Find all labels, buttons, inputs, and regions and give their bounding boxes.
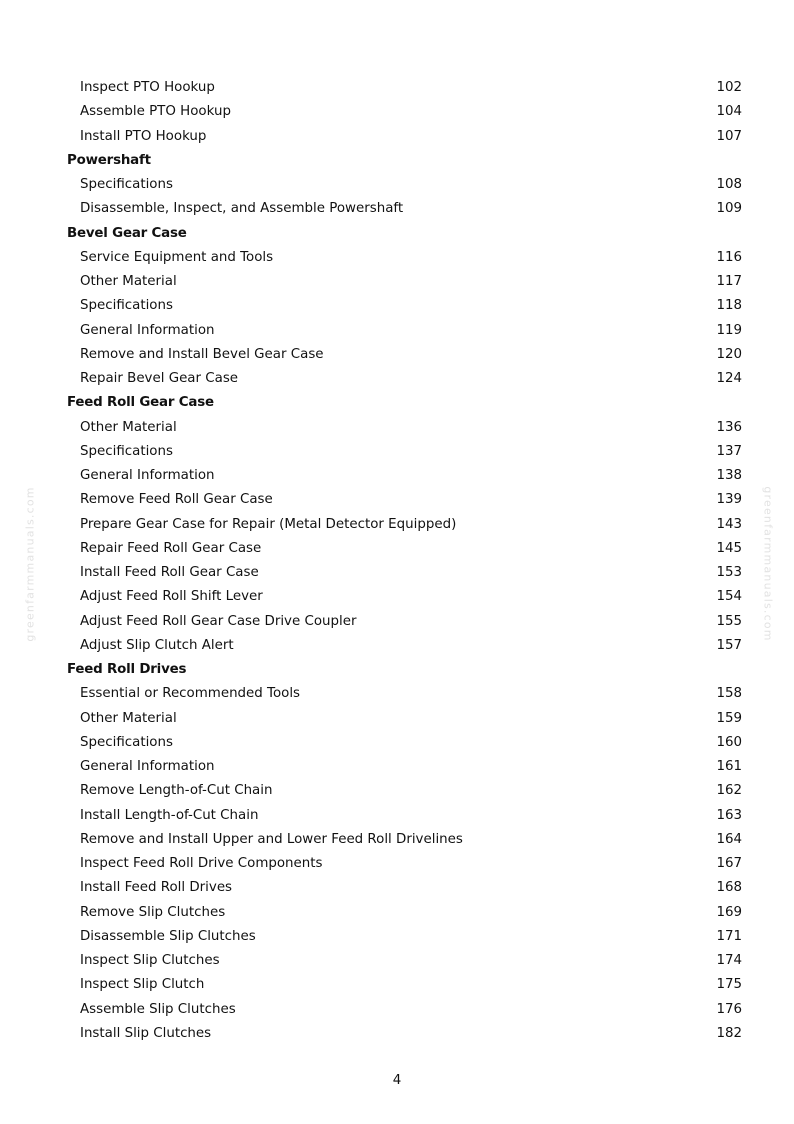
toc-entry-page: 176 <box>716 1001 742 1017</box>
toc-entry-page: 145 <box>716 540 742 556</box>
toc-entry[interactable] <box>0 561 794 585</box>
toc-entry-page: 160 <box>716 734 742 750</box>
toc-entry-title: Disassemble, Inspect, and Assemble Powershaft <box>80 201 404 217</box>
toc-entry-page: 137 <box>716 443 742 459</box>
toc-entry-title: Remove Slip Clutches <box>80 904 226 920</box>
toc-entry[interactable] <box>0 925 794 949</box>
toc-entry[interactable] <box>0 585 794 609</box>
toc-entry-page: 163 <box>716 807 742 823</box>
toc-entry-title: Other Material <box>80 274 177 289</box>
toc-entry[interactable] <box>0 634 794 658</box>
toc-entry-title: Specifications <box>80 443 173 459</box>
toc-entry-title: Other Material <box>80 419 177 435</box>
toc-entry[interactable] <box>0 755 794 779</box>
toc-entry[interactable] <box>0 294 794 318</box>
toc-entry-page: 120 <box>716 346 742 362</box>
toc-entry-page: 164 <box>716 831 742 847</box>
toc-entry-page: 138 <box>716 468 742 483</box>
toc-entry-page: 116 <box>716 249 742 265</box>
toc-entry-title: Specifications <box>80 177 173 192</box>
toc-entry[interactable] <box>0 488 794 512</box>
toc-entry-title: Adjust Feed Roll Gear Case Drive Coupler <box>80 613 357 629</box>
toc-entry-title: General Information <box>80 759 215 774</box>
toc-entry-title: Inspect Feed Roll Drive Components <box>80 856 323 871</box>
toc-entry-title: Remove and Install Upper and Lower Feed Roll Drivelines <box>80 831 463 847</box>
toc-entry-page: 157 <box>716 637 742 653</box>
toc-entry[interactable] <box>0 610 794 634</box>
toc-entry[interactable] <box>0 513 794 537</box>
toc-entry-page: 104 <box>716 104 742 120</box>
toc-entry[interactable] <box>0 76 794 100</box>
toc-entry[interactable] <box>0 876 794 900</box>
toc-entry-page: 167 <box>716 856 742 871</box>
section-heading[interactable]: Bevel Gear Case <box>67 225 187 241</box>
toc-entry-page: 158 <box>716 686 742 702</box>
toc-entry-page: 154 <box>716 589 742 605</box>
toc-entry-title: Repair Bevel Gear Case <box>80 371 239 386</box>
toc-entry[interactable] <box>0 707 794 731</box>
toc-entry-page: 162 <box>716 783 742 799</box>
toc-entry-page: 102 <box>716 80 742 95</box>
toc-entry-title: Remove and Install Bevel Gear Case <box>80 346 324 362</box>
toc-entry-page: 182 <box>716 1025 742 1041</box>
toc-entry[interactable] <box>0 852 794 876</box>
toc-entry[interactable] <box>0 125 794 149</box>
toc-entry-title: Essential or Recommended Tools <box>80 686 301 702</box>
toc-entry-title: Remove Feed Roll Gear Case <box>80 492 273 508</box>
section-heading[interactable]: Feed Roll Gear Case <box>67 395 214 411</box>
toc-entry-title: Inspect Slip Clutches <box>80 953 220 968</box>
toc-entry-title: Adjust Feed Roll Shift Lever <box>80 589 263 605</box>
toc-entry[interactable] <box>0 319 794 343</box>
toc-entry-page: 153 <box>716 565 742 580</box>
toc-entry-title: General Information <box>80 468 215 483</box>
toc-entry-page: 168 <box>716 880 742 896</box>
toc-entry[interactable] <box>0 949 794 973</box>
toc-entry[interactable] <box>0 173 794 197</box>
page-number: 4 <box>392 1073 402 1088</box>
toc-entry-page: 108 <box>716 177 742 192</box>
toc-entry-page: 136 <box>716 419 742 435</box>
toc-entry-page: 143 <box>716 516 742 532</box>
toc-entry[interactable] <box>0 343 794 367</box>
toc-entry-title: Disassemble Slip Clutches <box>80 928 256 944</box>
toc-entry[interactable] <box>0 367 794 391</box>
toc-entry[interactable] <box>0 537 794 561</box>
toc-entry-title: Specifications <box>80 298 173 314</box>
toc-entry-title: Assemble Slip Clutches <box>80 1001 236 1017</box>
toc-entry-title: Service Equipment and Tools <box>80 249 274 265</box>
toc-entry-page: 118 <box>716 298 742 314</box>
toc-entry-page: 159 <box>716 710 742 726</box>
toc-entry-title: General Information <box>80 322 215 338</box>
toc-entry[interactable] <box>0 197 794 221</box>
toc-entry[interactable] <box>0 731 794 755</box>
toc-entry[interactable] <box>0 416 794 440</box>
toc-entry-title: Inspect Slip Clutch <box>80 977 205 993</box>
section-heading[interactable]: Powershaft <box>67 152 151 168</box>
watermark-left: greenfarmmanuals.com <box>23 486 37 642</box>
toc-entry-title: Install Slip Clutches <box>80 1025 212 1041</box>
toc-entry-page: 139 <box>716 492 742 508</box>
toc-entry-page: 117 <box>716 274 742 289</box>
toc-entry-title: Inspect PTO Hookup <box>80 80 215 95</box>
toc-entry[interactable] <box>0 973 794 997</box>
toc-entry-title: Install Length-of-Cut Chain <box>80 807 259 823</box>
toc-entry-page: 107 <box>716 128 742 144</box>
table-of-contents <box>0 76 794 1046</box>
toc-entry[interactable] <box>0 901 794 925</box>
toc-entry[interactable] <box>0 100 794 124</box>
toc-entry[interactable] <box>0 998 794 1022</box>
toc-entry-title: Remove Length-of-Cut Chain <box>80 783 273 799</box>
toc-entry-page: 171 <box>716 928 742 944</box>
toc-entry-page: 174 <box>716 953 742 968</box>
toc-entry[interactable] <box>0 1022 794 1046</box>
toc-entry-title: Install Feed Roll Drives <box>80 880 233 896</box>
toc-entry[interactable] <box>0 779 794 803</box>
toc-entry-page: 119 <box>716 322 742 338</box>
toc-entry-title: Adjust Slip Clutch Alert <box>80 637 234 653</box>
toc-entry-title: Specifications <box>80 734 173 750</box>
toc-entry[interactable] <box>0 270 794 294</box>
section-heading[interactable]: Feed Roll Drives <box>67 662 187 677</box>
toc-entry[interactable] <box>0 246 794 270</box>
toc-entry-title: Repair Feed Roll Gear Case <box>80 540 262 556</box>
toc-entry[interactable] <box>0 828 794 852</box>
toc-entry-title: Other Material <box>80 710 177 726</box>
toc-entry-page: 155 <box>716 613 742 629</box>
watermark-right: greenfarmmanuals.com <box>761 486 775 642</box>
toc-entry-page: 161 <box>716 759 742 774</box>
toc-entry-title: Assemble PTO Hookup <box>80 104 231 120</box>
toc-entry-page: 124 <box>716 371 742 386</box>
toc-entry-page: 169 <box>716 904 742 920</box>
toc-entry[interactable] <box>0 464 794 488</box>
toc-entry-page: 109 <box>716 201 742 217</box>
toc-entry[interactable] <box>0 682 794 706</box>
toc-entry-title: Install PTO Hookup <box>80 128 207 144</box>
toc-entry[interactable] <box>0 804 794 828</box>
toc-entry-page: 175 <box>716 977 742 993</box>
toc-entry[interactable] <box>0 440 794 464</box>
toc-entry-title: Prepare Gear Case for Repair (Metal Detector Equipped) <box>80 516 457 532</box>
toc-entry-title: Install Feed Roll Gear Case <box>80 565 259 580</box>
